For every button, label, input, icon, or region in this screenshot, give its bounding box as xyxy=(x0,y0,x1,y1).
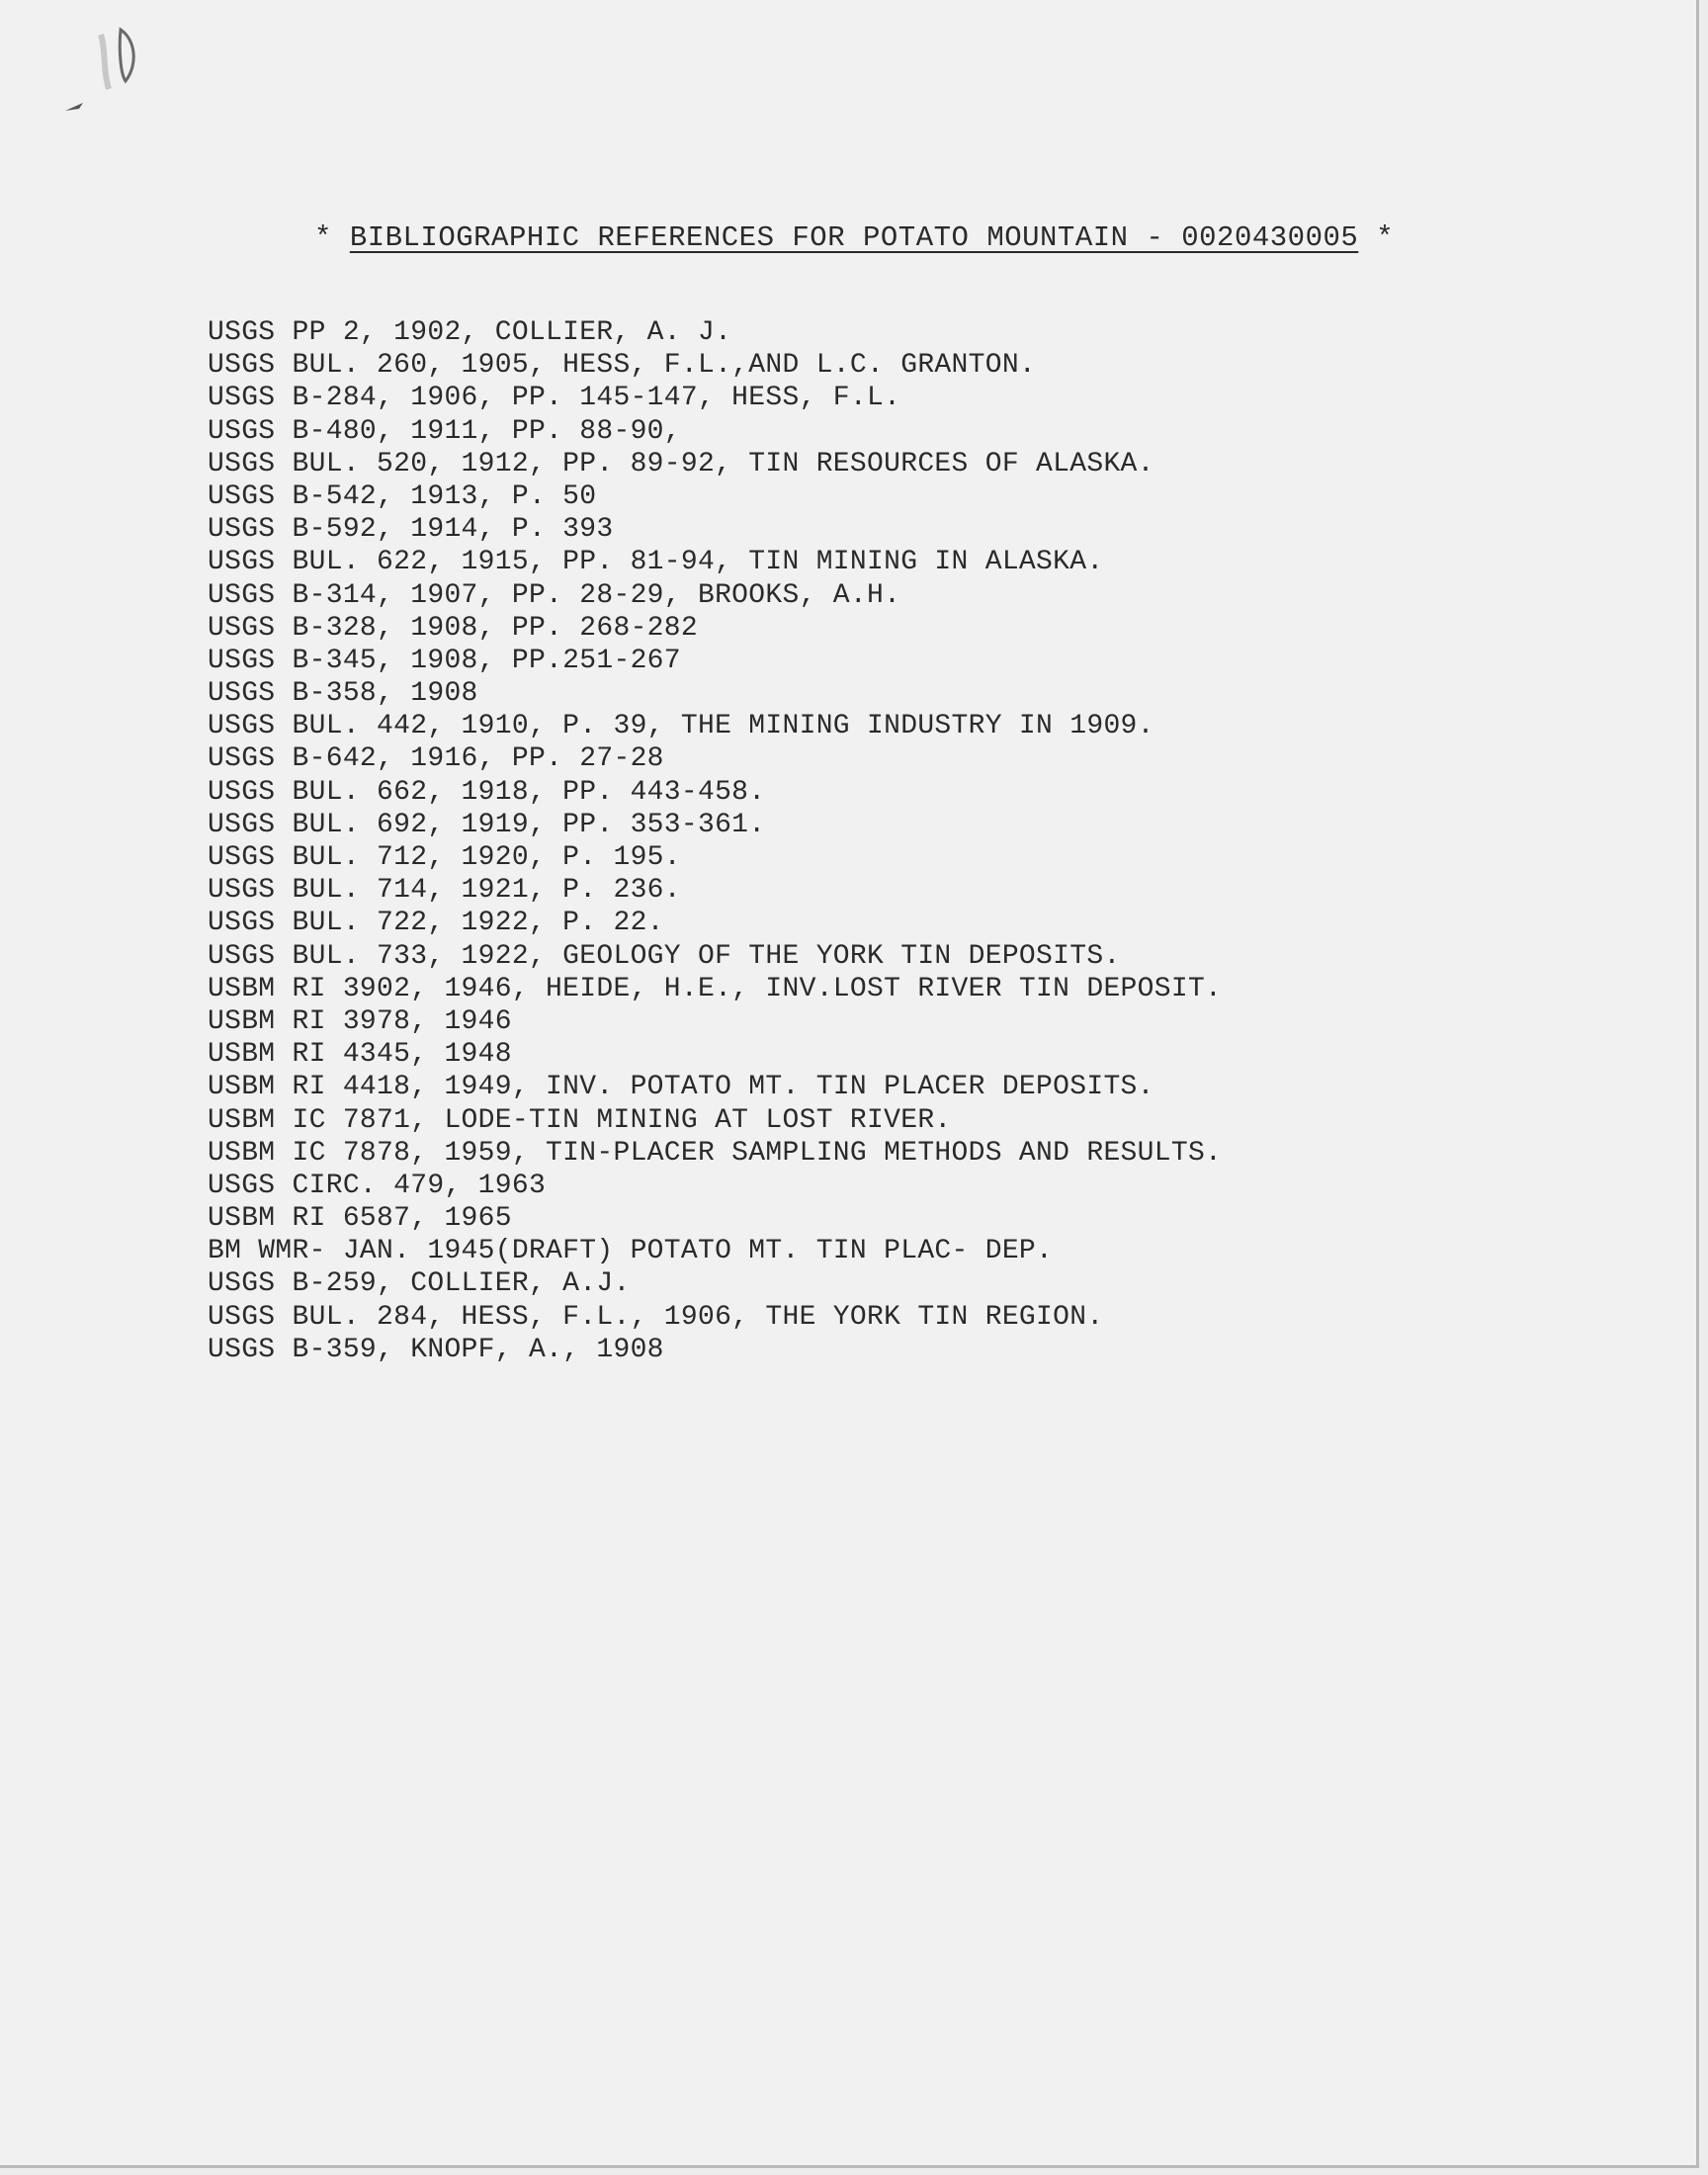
reference-item: USGS B-314, 1907, PP. 28-29, BROOKS, A.H. xyxy=(208,579,901,611)
reference-item: USBM RI 3978, 1946 xyxy=(208,1005,512,1037)
reference-item: USGS B-345, 1908, PP.251-267 xyxy=(208,645,681,676)
page-title xyxy=(314,221,1394,254)
reference-item: USGS BUL. 442, 1910, P. 39, THE MINING INDUSTRY IN 1909. xyxy=(208,711,1154,742)
reference-item: USGS B-284, 1906, PP. 145-147, HESS, F.L. xyxy=(208,383,901,414)
reference-item: USGS BUL. 520, 1912, PP. 89-92, TIN RESOURCES OF ALASKA. xyxy=(208,448,1154,479)
scan-artifact-mark xyxy=(61,20,150,119)
reference-item: USGS BUL. 284, HESS, F.L., 1906, THE YORK TIN REGION. xyxy=(208,1301,1104,1333)
reference-item: USGS BUL. 662, 1918, PP. 443-458. xyxy=(208,776,766,808)
reference-item: USGS BUL. 722, 1922, P. 22. xyxy=(208,908,664,939)
reference-item: USGS CIRC. 479, 1963 xyxy=(208,1170,547,1201)
reference-item: USBM IC 7871, LODE-TIN MINING AT LOST RIVER. xyxy=(208,1104,952,1136)
reference-item: USGS BUL. 622, 1915, PP. 81-94, TIN MINING IN ALASKA. xyxy=(208,547,1104,578)
reference-item: USGS BUL. 733, 1922, GEOLOGY OF THE YORK TIN DEPOSITS. xyxy=(208,940,1121,972)
reference-item: USGS PP 2, 1902, COLLIER, A. J. xyxy=(208,317,732,348)
reference-item: USBM RI 6587, 1965 xyxy=(208,1203,512,1235)
reference-item: USGS BUL. 714, 1921, P. 236. xyxy=(208,875,681,907)
reference-item: USGS B-542, 1913, P. 50 xyxy=(208,480,597,512)
reference-item: USGS B-328, 1908, PP. 268-282 xyxy=(208,612,698,644)
reference-item: USGS BUL. 712, 1920, P. 195. xyxy=(208,842,681,873)
title-asterisk-right: * xyxy=(1376,221,1395,254)
title-asterisk-left: * xyxy=(314,221,332,254)
reference-item: USGS B-358, 1908 xyxy=(208,678,478,710)
reference-item: BM WMR- JAN. 1945(DRAFT) POTATO MT. TIN PLAC- DEP. xyxy=(208,1236,1054,1267)
reference-item: USGS B-642, 1916, PP. 27-28 xyxy=(208,743,664,775)
reference-item: USGS BUL. 692, 1919, PP. 353-361. xyxy=(208,809,766,840)
reference-item: USBM RI 3902, 1946, HEIDE, H.E., INV.LOST RIVER TIN DEPOSIT. xyxy=(208,973,1223,1004)
reference-item: USGS B-359, KNOPF, A., 1908 xyxy=(208,1334,664,1365)
reference-item: USBM IC 7878, 1959, TIN-PLACER SAMPLING METHODS AND RESULTS. xyxy=(208,1137,1223,1169)
reference-item: USGS B-592, 1914, P. 393 xyxy=(208,514,614,546)
reference-item: USGS B-259, COLLIER, A.J. xyxy=(208,1268,631,1300)
reference-list xyxy=(208,316,1222,1366)
reference-item: USGS BUL. 260, 1905, HESS, F.L.,AND L.C. GRANTON. xyxy=(208,350,1037,382)
reference-item: USBM RI 4418, 1949, INV. POTATO MT. TIN PLACER DEPOSITS. xyxy=(208,1072,1154,1103)
title-text: BIBLIOGRAPHIC REFERENCES FOR POTATO MOUNTAIN - 0020430005 xyxy=(349,221,1359,254)
reference-item: USGS B-480, 1911, PP. 88-90, xyxy=(208,415,681,447)
reference-item: USBM RI 4345, 1948 xyxy=(208,1039,512,1071)
